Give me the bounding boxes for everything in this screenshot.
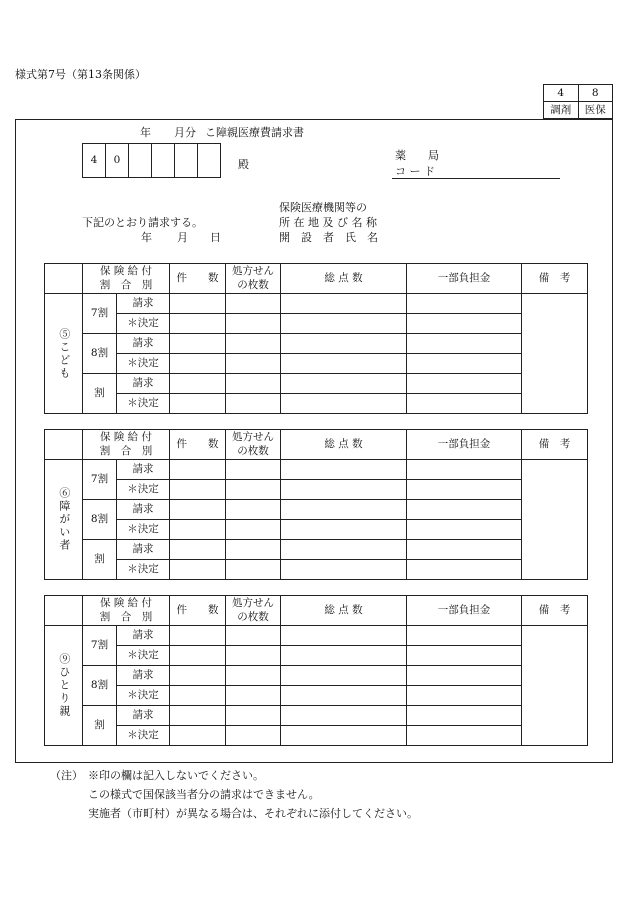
header-count: 件 数 [170, 596, 226, 626]
copay-cell[interactable] [407, 460, 522, 480]
claim-label: 請求 [117, 540, 170, 560]
count-cell[interactable] [170, 626, 226, 646]
header-blank [45, 430, 83, 460]
note-line-3: 実施者（市町村）が異なる場合は、それぞれに添付してください。 [88, 807, 418, 820]
prescriptions-cell[interactable] [226, 314, 281, 334]
total-points-cell[interactable] [281, 480, 407, 500]
count-cell[interactable] [170, 540, 226, 560]
data-row [45, 334, 588, 354]
total-points-cell[interactable] [281, 334, 407, 354]
prescriptions-cell[interactable] [226, 686, 281, 706]
header-prescriptions: 処方せん の枚数 [226, 596, 281, 626]
data-row [45, 314, 588, 334]
claim-label: 請求 [117, 374, 170, 394]
header-rate: 保 険 給 付 割 合 別 [83, 430, 170, 460]
count-cell[interactable] [170, 354, 226, 374]
prescriptions-cell[interactable] [226, 726, 281, 746]
copay-cell[interactable] [407, 686, 522, 706]
notes-prefix: （注） [50, 769, 83, 782]
claim-label: 請求 [117, 706, 170, 726]
pharmacy-code-label: コ ー ド [395, 165, 435, 178]
header-rate: 保 険 給 付 割 合 別 [83, 596, 170, 626]
header-row [45, 264, 588, 294]
section-name: ⑤こども [45, 294, 83, 414]
remarks-cell[interactable] [522, 626, 588, 746]
rate-cell: 7割 [83, 626, 117, 666]
header-total-points: 総 点 数 [281, 596, 407, 626]
code-cells [82, 143, 221, 178]
header-copay: 一部負担金 [407, 264, 522, 294]
header-blank [45, 596, 83, 626]
corner-bottom-left: 調剤 [544, 102, 579, 119]
prescriptions-cell[interactable] [226, 460, 281, 480]
copay-cell[interactable] [407, 334, 522, 354]
data-row [45, 706, 588, 726]
claim-label: 請求 [117, 334, 170, 354]
rate-cell: 8割 [83, 666, 117, 706]
data-row [45, 726, 588, 746]
total-points-cell[interactable] [281, 706, 407, 726]
title-year: 年 [140, 126, 151, 139]
claim-label: 請求 [117, 500, 170, 520]
header-prescriptions: 処方せん の枚数 [226, 264, 281, 294]
separator-cell [45, 580, 588, 596]
prescriptions-cell[interactable] [226, 540, 281, 560]
code-cell [129, 144, 152, 178]
copay-cell[interactable] [407, 374, 522, 394]
rate-cell: 7割 [83, 460, 117, 500]
header-count: 件 数 [170, 264, 226, 294]
count-cell[interactable] [170, 480, 226, 500]
prescriptions-cell[interactable] [226, 520, 281, 540]
total-points-cell[interactable] [281, 520, 407, 540]
note-line-1: ※印の欄は記入しないでください。 [88, 769, 264, 782]
prescriptions-cell[interactable] [226, 374, 281, 394]
count-cell[interactable] [170, 560, 226, 580]
count-cell[interactable] [170, 500, 226, 520]
institution-line-2: 所 在 地 及 び 名 称 [279, 216, 377, 229]
prescriptions-cell[interactable] [226, 666, 281, 686]
decision-label: ＊決定 [117, 480, 170, 500]
total-points-cell[interactable] [281, 686, 407, 706]
date-month: 月 [177, 231, 188, 244]
prescriptions-cell[interactable] [226, 560, 281, 580]
prescriptions-cell[interactable] [226, 354, 281, 374]
header-copay: 一部負担金 [407, 596, 522, 626]
claim-label: 請求 [117, 460, 170, 480]
decision-label: ＊決定 [117, 726, 170, 746]
copay-cell[interactable] [407, 520, 522, 540]
count-cell[interactable] [170, 646, 226, 666]
count-cell[interactable] [170, 706, 226, 726]
count-cell[interactable] [170, 666, 226, 686]
decision-label: ＊決定 [117, 314, 170, 334]
count-cell[interactable] [170, 314, 226, 334]
code-cell [175, 144, 198, 178]
header-count: 件 数 [170, 430, 226, 460]
copay-cell[interactable] [407, 726, 522, 746]
count-cell[interactable] [170, 726, 226, 746]
decision-label: ＊決定 [117, 560, 170, 580]
corner-bottom-right: 医保 [578, 102, 613, 119]
corner-top-right: 8 [578, 85, 613, 102]
decision-label: ＊決定 [117, 686, 170, 706]
date-day: 日 [210, 231, 221, 244]
claim-label: 請求 [117, 294, 170, 314]
section-name: ⑨ひとり親 [45, 626, 83, 746]
data-row [45, 294, 588, 314]
institution-line-3: 開 設 者 氏 名 [279, 231, 378, 244]
data-row [45, 480, 588, 500]
copay-cell[interactable] [407, 666, 522, 686]
rate-cell: 割 [83, 540, 117, 580]
prescriptions-cell[interactable] [226, 480, 281, 500]
decision-label: ＊決定 [117, 520, 170, 540]
corner-box [543, 84, 613, 119]
prescriptions-cell[interactable] [226, 334, 281, 354]
data-row [45, 500, 588, 520]
data-row [45, 540, 588, 560]
copay-cell[interactable] [407, 314, 522, 334]
copay-cell[interactable] [407, 626, 522, 646]
separator-cell [45, 414, 588, 430]
header-row [45, 430, 588, 460]
copay-cell[interactable] [407, 706, 522, 726]
count-cell[interactable] [170, 394, 226, 414]
code-cell [198, 144, 221, 178]
total-points-cell[interactable] [281, 560, 407, 580]
section-separator [45, 414, 588, 430]
data-row [45, 354, 588, 374]
claim-table [44, 263, 588, 746]
form-label: 様式第7号（第13条関係） [15, 68, 146, 81]
data-row [45, 626, 588, 646]
copay-cell[interactable] [407, 354, 522, 374]
data-row [45, 460, 588, 480]
decision-label: ＊決定 [117, 354, 170, 374]
data-row [45, 686, 588, 706]
section-separator [45, 580, 588, 596]
remarks-cell[interactable] [522, 294, 588, 414]
total-points-cell[interactable] [281, 314, 407, 334]
claim-text: 下記のとおり請求する。 [82, 216, 203, 229]
data-row [45, 374, 588, 394]
header-prescriptions: 処方せん の枚数 [226, 430, 281, 460]
total-points-cell[interactable] [281, 726, 407, 746]
total-points-cell[interactable] [281, 294, 407, 314]
total-points-cell[interactable] [281, 354, 407, 374]
data-row [45, 646, 588, 666]
code-cell: 0 [106, 144, 129, 178]
corner-top-left: 4 [544, 85, 579, 102]
header-total-points: 総 点 数 [281, 264, 407, 294]
date-year: 年 [141, 231, 152, 244]
header-rate: 保 険 給 付 割 合 別 [83, 264, 170, 294]
total-points-cell[interactable] [281, 626, 407, 646]
rate-cell: 7割 [83, 294, 117, 334]
data-row [45, 666, 588, 686]
copay-cell[interactable] [407, 540, 522, 560]
count-cell[interactable] [170, 294, 226, 314]
institution-line-1: 保険医療機関等の [279, 201, 367, 214]
rate-cell: 割 [83, 706, 117, 746]
prescriptions-cell[interactable] [226, 500, 281, 520]
rate-cell: 割 [83, 374, 117, 414]
data-row [45, 520, 588, 540]
header-remarks: 備 考 [522, 596, 588, 626]
count-cell[interactable] [170, 686, 226, 706]
total-points-cell[interactable] [281, 374, 407, 394]
claim-label: 請求 [117, 666, 170, 686]
copay-cell[interactable] [407, 560, 522, 580]
total-points-cell[interactable] [281, 666, 407, 686]
count-cell[interactable] [170, 374, 226, 394]
total-points-cell[interactable] [281, 394, 407, 414]
decision-label: ＊決定 [117, 394, 170, 414]
prescriptions-cell[interactable] [226, 646, 281, 666]
copay-cell[interactable] [407, 480, 522, 500]
prescriptions-cell[interactable] [226, 626, 281, 646]
header-total-points: 総 点 数 [281, 430, 407, 460]
pharmacy-label: 薬 局 [395, 149, 439, 162]
count-cell[interactable] [170, 334, 226, 354]
header-row [45, 596, 588, 626]
decision-label: ＊決定 [117, 646, 170, 666]
addressee: 殿 [238, 158, 249, 171]
header-copay: 一部負担金 [407, 430, 522, 460]
total-points-cell[interactable] [281, 540, 407, 560]
total-points-cell[interactable] [281, 460, 407, 480]
data-row [45, 560, 588, 580]
pharmacy-code-underline [392, 178, 560, 179]
rate-cell: 8割 [83, 334, 117, 374]
copay-cell[interactable] [407, 294, 522, 314]
header-remarks: 備 考 [522, 264, 588, 294]
copay-cell[interactable] [407, 646, 522, 666]
copay-cell[interactable] [407, 500, 522, 520]
claim-label: 請求 [117, 626, 170, 646]
header-blank [45, 264, 83, 294]
count-cell[interactable] [170, 460, 226, 480]
copay-cell[interactable] [407, 394, 522, 414]
title-text: こ障親医療費請求書 [205, 126, 304, 139]
total-points-cell[interactable] [281, 646, 407, 666]
title-month: 月分 [174, 126, 196, 139]
code-cell [152, 144, 175, 178]
data-row [45, 394, 588, 414]
code-cell: 4 [83, 144, 106, 178]
section-name: ⑥障がい者 [45, 460, 83, 580]
total-points-cell[interactable] [281, 500, 407, 520]
note-line-2: この様式で国保該当者分の請求はできません。 [88, 788, 320, 801]
header-remarks: 備 考 [522, 430, 588, 460]
rate-cell: 8割 [83, 500, 117, 540]
prescriptions-cell[interactable] [226, 394, 281, 414]
prescriptions-cell[interactable] [226, 706, 281, 726]
remarks-cell[interactable] [522, 460, 588, 580]
count-cell[interactable] [170, 520, 226, 540]
prescriptions-cell[interactable] [226, 294, 281, 314]
